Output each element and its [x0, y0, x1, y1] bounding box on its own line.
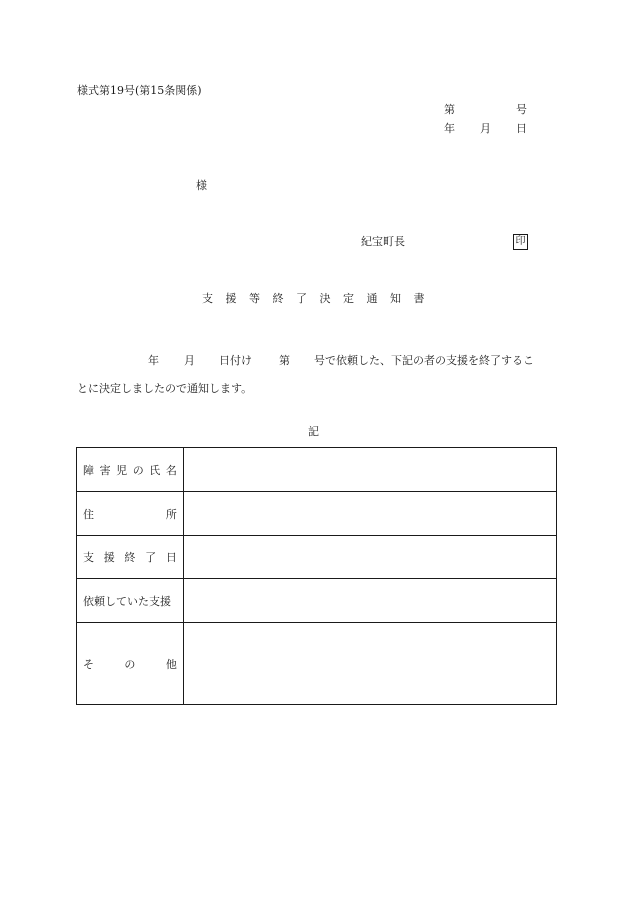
issue-date-line	[444, 122, 527, 136]
label-char: の	[132, 463, 144, 477]
seal-mark: 印	[513, 234, 528, 250]
body-number-prefix: 第	[279, 354, 290, 367]
label-support-end-date	[77, 536, 184, 579]
issuer-name: 紀宝町長	[361, 235, 405, 248]
date-month: 月	[480, 122, 491, 135]
title-char: 援	[225, 292, 237, 305]
label-child-name	[77, 448, 184, 492]
number-suffix: 号	[516, 103, 527, 116]
label-other	[77, 623, 184, 705]
document-number-line	[444, 103, 527, 117]
title-char: 決	[319, 292, 331, 305]
title-char: 了	[296, 292, 307, 305]
detail-table	[76, 447, 557, 705]
label-char: 障	[83, 463, 94, 477]
title-char: 書	[413, 292, 425, 305]
title-char: 終	[272, 292, 284, 305]
body-year: 年	[148, 354, 159, 367]
label-char: 児	[116, 463, 128, 477]
title-char: 通	[366, 292, 378, 305]
body-line1-rest: 号で依頼した、下記の者の支援を終了するこ	[314, 354, 534, 367]
body-text-line-1	[77, 354, 551, 370]
body-text-line-2: とに決定しましたので通知します。	[77, 382, 253, 395]
title-char: 支	[202, 292, 213, 305]
table-row	[77, 536, 557, 579]
title-char: 等	[249, 292, 260, 305]
label-address	[77, 492, 184, 536]
table-row	[77, 492, 557, 536]
label-char: 支	[83, 551, 94, 564]
title-char: 知	[390, 292, 401, 305]
other-field[interactable]	[183, 623, 556, 705]
addressee-honorific: 様	[196, 179, 207, 192]
label-char: 援	[103, 551, 115, 564]
label-char: 害	[99, 463, 111, 477]
support-end-date-field[interactable]	[183, 536, 556, 579]
number-prefix: 第	[444, 103, 455, 116]
label-text: 依頼していた支援	[83, 594, 171, 608]
table-row	[77, 579, 557, 623]
date-day: 日	[516, 122, 527, 135]
address-field[interactable]	[183, 492, 556, 536]
label-char: 住	[83, 507, 94, 521]
label-char: 名	[165, 463, 177, 477]
requested-support-field[interactable]	[183, 579, 556, 623]
table-row	[77, 623, 557, 705]
label-char: そ	[83, 657, 94, 671]
child-name-field[interactable]	[183, 448, 556, 492]
label-char: 所	[165, 507, 177, 521]
label-char: 終	[124, 551, 136, 564]
label-char: 氏	[149, 463, 161, 477]
ki-heading: 記	[308, 425, 319, 438]
label-char: 了	[145, 551, 157, 564]
label-char: 日	[165, 551, 177, 564]
label-char: の	[124, 657, 136, 671]
table-row	[77, 448, 557, 492]
form-number: 様式第19号(第15条関係)	[77, 84, 202, 97]
document-title	[202, 292, 437, 306]
label-char: 他	[165, 657, 177, 671]
body-day-dated: 日付け	[219, 354, 252, 367]
label-requested-support	[77, 579, 184, 623]
title-char: 定	[343, 292, 354, 305]
date-year: 年	[444, 122, 455, 135]
body-month: 月	[184, 354, 195, 367]
